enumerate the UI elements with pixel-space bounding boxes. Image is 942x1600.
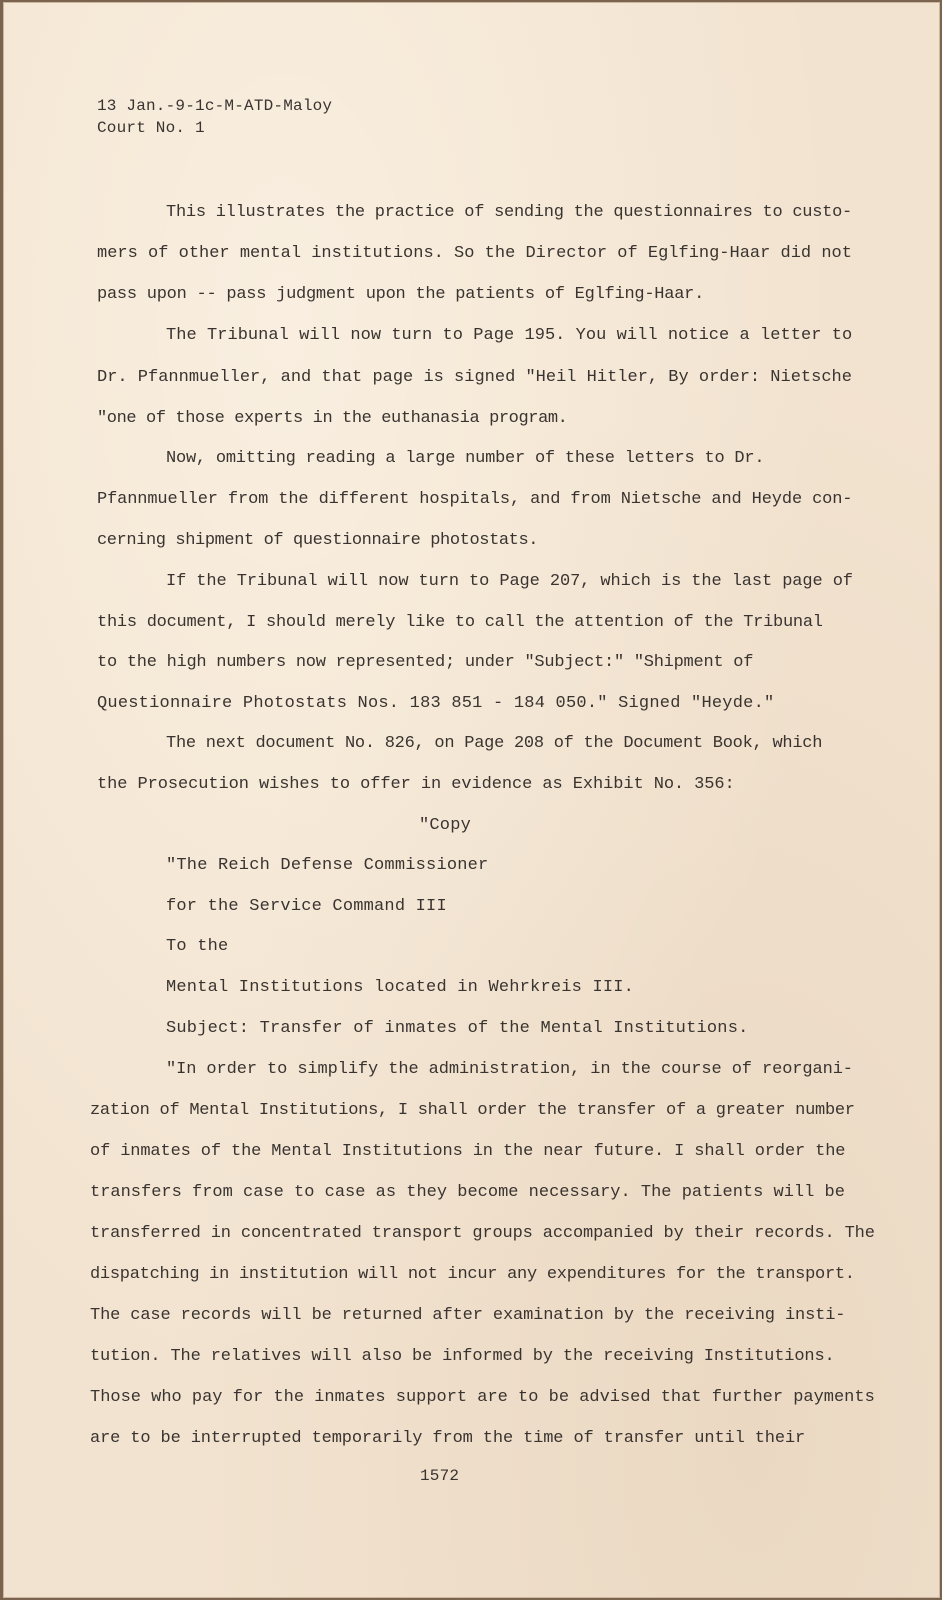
text-line: the Prosecution wishes to offer in evidence as Exhibit No. 356:	[97, 775, 735, 794]
text-line: tution. The relatives will also be informed by the receiving Institutions.	[90, 1347, 835, 1366]
text-line: are to be interrupted temporarily from the time of transfer until their	[90, 1429, 806, 1448]
text-line: mers of other mental institutions. So the Director of Eglfing-Haar did not	[97, 244, 852, 263]
text-line: "In order to simplify the administration, in the course of reorgani-	[166, 1060, 853, 1079]
text-line: Questionnaire Photostats Nos. 183 851 - 184 050." Signed "Heyde."	[97, 694, 775, 713]
letter-sender-command: for the Service Command III	[166, 897, 447, 916]
text-line: Pfannmueller from the different hospitals, and from Nietsche and Heyde con-	[97, 490, 853, 509]
reference-line: 13 Jan.-9-1c-M-ATD-Maloy	[97, 97, 333, 115]
text-line: dispatching in institution will not incur any expenditures for the transport.	[90, 1265, 855, 1284]
text-line: This illustrates the practice of sending the questionnaires to custo-	[166, 203, 852, 222]
letter-recipient-label: To the	[166, 937, 229, 956]
text-line: The case records will be returned after examination by the receiving insti-	[90, 1306, 846, 1325]
text-line: to the high numbers now represented; under "Subject:" "Shipment of	[97, 653, 754, 672]
text-line: cerning shipment of questionnaire photostats.	[97, 531, 539, 550]
letter-sender: "The Reich Defense Commissioner	[166, 856, 489, 875]
copy-heading: "Copy	[419, 816, 472, 835]
text-line: transferred in concentrated transport groups accompanied by their records. The	[90, 1224, 875, 1243]
court-line: Court No. 1	[97, 119, 205, 137]
text-line: The Tribunal will now turn to Page 195. You will notice a letter to	[166, 326, 853, 345]
text-line: If the Tribunal will now turn to Page 207, which is the last page of	[166, 572, 853, 591]
document-page	[3, 2, 940, 1598]
letter-recipient: Mental Institutions located in Wehrkreis III.	[166, 978, 635, 997]
page-number: 1572	[420, 1467, 460, 1485]
text-line: pass upon -- pass judgment upon the patients of Eglfing-Haar.	[97, 285, 705, 304]
text-line: "one of those experts in the euthanasia program.	[97, 409, 568, 428]
text-line: zation of Mental Institutions, I shall order the transfer of a greater number	[90, 1101, 855, 1120]
text-line: Those who pay for the inmates support are to be advised that further payments	[90, 1388, 875, 1407]
letter-subject: Subject: Transfer of inmates of the Mental Institutions.	[166, 1019, 749, 1038]
text-line: of inmates of the Mental Institutions in the near future. I shall order the	[90, 1142, 846, 1161]
text-line: transfers from case to case as they become necessary. The patients will be	[90, 1183, 845, 1202]
text-line: this document, I should merely like to call the attention of the Tribunal	[97, 613, 823, 632]
text-line: Dr. Pfannmueller, and that page is signed "Heil Hitler, By order: Nietsche	[97, 368, 852, 387]
text-line: Now, omitting reading a large number of these letters to Dr.	[166, 449, 765, 468]
text-line: The next document No. 826, on Page 208 of the Document Book, which	[166, 734, 823, 753]
